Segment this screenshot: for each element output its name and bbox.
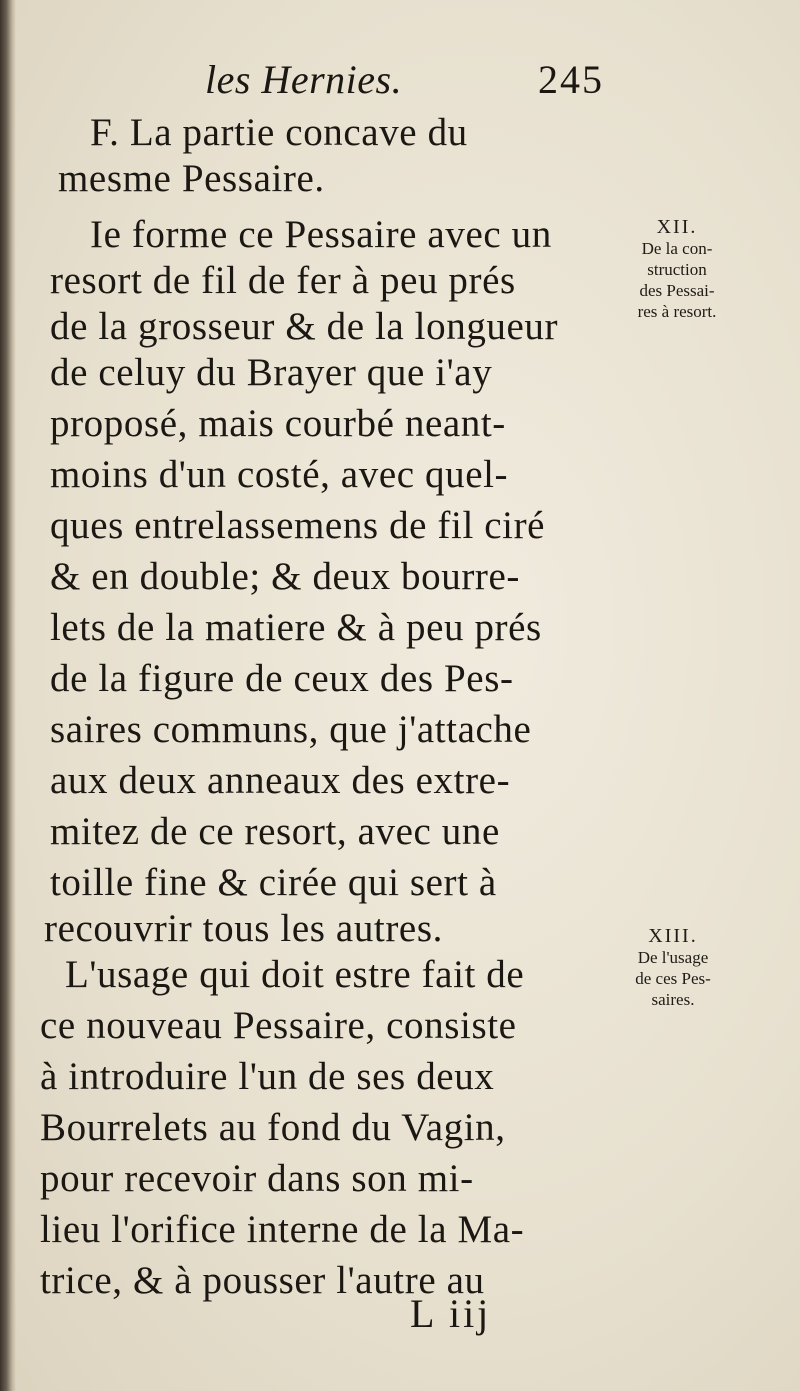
marginal-note-line: res à resort.: [637, 302, 717, 321]
marginal-note-line: struction: [647, 260, 707, 279]
marginal-note-line: De l'usage: [637, 948, 709, 967]
binding-edge: [0, 0, 16, 1391]
text-line: L'usage qui doit estre fait de: [65, 953, 525, 996]
text-line: trice, & à pousser l'autre au: [40, 1259, 485, 1302]
marginal-note-number: XII.: [656, 216, 698, 238]
marginal-note-line: des Pessai-: [639, 281, 715, 300]
signature-mark: L iij: [410, 1291, 492, 1336]
text-line: Bourrelets au fond du Vagin,: [40, 1106, 506, 1149]
text-line: à introduire l'un de ses deux: [40, 1055, 495, 1098]
text-line: toille fine & cirée qui sert à: [50, 861, 497, 904]
text-line: resort de fil de fer à peu prés: [50, 259, 516, 302]
text-line: de la grosseur & de la longueur: [50, 305, 559, 348]
text-line: ques entrelassemens de fil ciré: [50, 504, 546, 547]
text-line: Ie forme ce Pessaire avec un: [90, 213, 552, 256]
text-line: & en double; & deux bourre-: [50, 555, 520, 598]
text-line: moins d'un costé, avec quel-: [50, 453, 509, 496]
page-header: [0, 52, 800, 106]
text-line: recouvrir tous les autres.: [44, 907, 443, 950]
text-line: lets de la matiere & à peu prés: [50, 606, 542, 649]
text-line: de la figure de ceux des Pes-: [50, 657, 514, 700]
marginal-note-line: De la con-: [641, 239, 713, 258]
text-line: mitez de ce resort, avec une: [50, 810, 500, 853]
text-line: ce nouveau Pessaire, consiste: [40, 1004, 517, 1047]
text-line: pour recevoir dans son mi-: [40, 1157, 474, 1200]
page-number: 245: [538, 57, 604, 102]
text-line: aux deux anneaux des extre-: [50, 759, 511, 802]
text-line: F. La partie concave du: [90, 111, 468, 154]
text-line: proposé, mais courbé neant-: [50, 402, 506, 445]
marginal-note: [612, 216, 742, 322]
text-line: lieu l'orifice interne de la Ma-: [40, 1208, 525, 1251]
marginal-note-number: XIII.: [648, 925, 698, 947]
marginal-note-line: de ces Pes-: [635, 969, 711, 988]
text-line: saires communs, que j'attache: [50, 708, 532, 751]
text-line: mesme Pessaire.: [58, 157, 325, 200]
marginal-note-line: saires.: [651, 990, 695, 1009]
text-line: de celuy du Brayer que i'ay: [50, 351, 493, 394]
marginal-note: [598, 925, 748, 1010]
running-title: les Hernies.: [205, 57, 403, 102]
